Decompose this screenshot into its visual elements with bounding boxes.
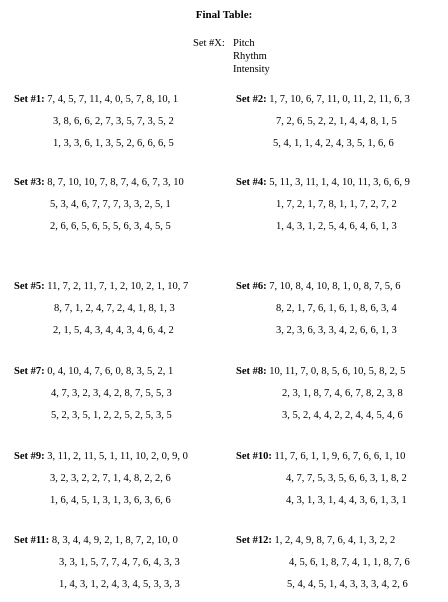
- set-2: [236, 95, 410, 161]
- legend-item-intensity: Intensity: [233, 64, 270, 75]
- set-label: Set #12:: [236, 535, 272, 546]
- set-label: Set #10:: [236, 451, 272, 462]
- set-intensity-row: 1, 6, 4, 5, 1, 3, 1, 3, 6, 3, 6, 6: [50, 495, 171, 506]
- set-rhythm-row: 4, 5, 6, 1, 8, 7, 4, 1, 1, 8, 7, 6: [289, 557, 410, 568]
- set-label: Set #6:: [236, 281, 267, 292]
- set-label: Set #8:: [236, 366, 267, 377]
- set-intensity-row: 3, 5, 2, 4, 4, 2, 2, 4, 4, 5, 4, 6: [282, 410, 403, 421]
- set-8: [236, 367, 405, 433]
- set-rhythm-row: 8, 2, 1, 7, 6, 1, 6, 1, 8, 6, 3, 4: [276, 303, 397, 314]
- set-1: [14, 95, 178, 161]
- set-10: [236, 452, 407, 518]
- page-title: Final Table:: [195, 9, 253, 21]
- set-pitch-row: 5, 11, 3, 11, 1, 4, 10, 11, 3, 6, 6, 9: [269, 177, 410, 188]
- set-pitch-row: 3, 11, 2, 11, 5, 1, 11, 10, 2, 0, 9, 0: [47, 451, 188, 462]
- set-3: [14, 178, 184, 244]
- set-rhythm-row: 7, 2, 6, 5, 2, 2, 1, 4, 4, 8, 1, 5: [276, 116, 397, 127]
- set-rhythm-row: 3, 3, 1, 5, 7, 7, 4, 7, 6, 4, 3, 3: [59, 557, 180, 568]
- set-pitch-row: 7, 4, 5, 7, 11, 4, 0, 5, 7, 8, 10, 1: [47, 94, 179, 105]
- set-pitch-row: 10, 11, 7, 0, 8, 5, 6, 10, 5, 8, 2, 5: [269, 366, 406, 377]
- set-pitch-row: 1, 2, 4, 9, 8, 7, 6, 4, 1, 3, 2, 2: [274, 535, 396, 546]
- set-9: [14, 452, 188, 518]
- set-11: [14, 536, 180, 602]
- set-label: Set #4:: [236, 177, 267, 188]
- set-intensity-row: 5, 2, 3, 5, 1, 2, 2, 5, 2, 5, 3, 5: [51, 410, 172, 421]
- set-intensity-row: 5, 4, 1, 1, 4, 2, 4, 3, 5, 1, 6, 6: [273, 138, 394, 149]
- set-rhythm-row: 1, 7, 2, 1, 7, 8, 1, 1, 7, 2, 7, 2: [276, 199, 397, 210]
- set-pitch-row: 1, 7, 10, 6, 7, 11, 0, 11, 2, 11, 6, 3: [269, 94, 410, 105]
- set-label: Set #7:: [14, 366, 45, 377]
- set-7: [14, 367, 173, 433]
- set-intensity-row: 1, 3, 3, 6, 1, 3, 5, 2, 6, 6, 6, 5: [53, 138, 174, 149]
- set-label: Set #11:: [14, 535, 50, 546]
- set-rhythm-row: 5, 3, 4, 6, 7, 7, 7, 3, 3, 2, 5, 1: [50, 199, 171, 210]
- set-intensity-row: 2, 1, 5, 4, 3, 4, 4, 3, 4, 6, 4, 2: [53, 325, 174, 336]
- set-pitch-row: 7, 10, 8, 4, 10, 8, 1, 0, 8, 7, 5, 6: [269, 281, 401, 292]
- set-rhythm-row: 4, 7, 3, 2, 3, 4, 2, 8, 7, 5, 5, 3: [51, 388, 172, 399]
- set-intensity-row: 3, 2, 3, 6, 3, 3, 4, 2, 6, 6, 1, 3: [276, 325, 397, 336]
- legend-item-rhythm: Rhythm: [233, 51, 267, 62]
- set-pitch-row: 11, 7, 6, 1, 1, 9, 6, 7, 6, 6, 1, 10: [274, 451, 406, 462]
- set-rhythm-row: 4, 7, 7, 5, 3, 5, 6, 6, 3, 1, 8, 2: [286, 473, 407, 484]
- set-intensity-row: 1, 4, 3, 1, 2, 5, 4, 6, 4, 6, 1, 3: [276, 221, 397, 232]
- set-label: Set #1:: [14, 94, 45, 105]
- set-rhythm-row: 8, 7, 1, 2, 4, 7, 2, 4, 1, 8, 1, 3: [54, 303, 175, 314]
- set-12: [236, 536, 410, 602]
- legend-item-pitch: Pitch: [233, 38, 255, 49]
- set-intensity-row: 1, 4, 3, 1, 2, 4, 3, 4, 5, 3, 3, 3: [59, 579, 180, 590]
- set-label: Set #2:: [236, 94, 267, 105]
- set-intensity-row: 5, 4, 4, 5, 1, 4, 3, 3, 3, 4, 2, 6: [287, 579, 408, 590]
- set-5: [14, 282, 188, 348]
- set-pitch-row: 11, 7, 2, 11, 7, 1, 2, 10, 2, 1, 10, 7: [47, 281, 189, 292]
- set-4: [236, 178, 410, 244]
- set-label: Set #5:: [14, 281, 45, 292]
- set-label: Set #3:: [14, 177, 45, 188]
- set-rhythm-row: 2, 3, 1, 8, 7, 4, 6, 7, 8, 2, 3, 8: [282, 388, 403, 399]
- set-pitch-row: 8, 3, 4, 4, 9, 2, 1, 8, 7, 2, 10, 0: [51, 535, 178, 546]
- set-pitch-row: 0, 4, 10, 4, 7, 6, 0, 8, 3, 5, 2, 1: [47, 366, 174, 377]
- set-rhythm-row: 3, 8, 6, 6, 2, 7, 3, 5, 7, 3, 5, 2: [53, 116, 174, 127]
- set-6: [236, 282, 401, 348]
- set-intensity-row: 4, 3, 1, 3, 1, 4, 4, 3, 6, 1, 3, 1: [286, 495, 407, 506]
- set-intensity-row: 2, 6, 6, 5, 6, 5, 5, 6, 3, 4, 5, 5: [50, 221, 171, 232]
- legend: [193, 39, 270, 78]
- set-pitch-row: 8, 7, 10, 10, 7, 8, 7, 4, 6, 7, 3, 10: [47, 177, 184, 188]
- set-rhythm-row: 3, 2, 3, 2, 2, 7, 1, 4, 8, 2, 2, 6: [50, 473, 171, 484]
- set-label: Set #9:: [14, 451, 45, 462]
- legend-prefix: Set #X:: [193, 38, 225, 49]
